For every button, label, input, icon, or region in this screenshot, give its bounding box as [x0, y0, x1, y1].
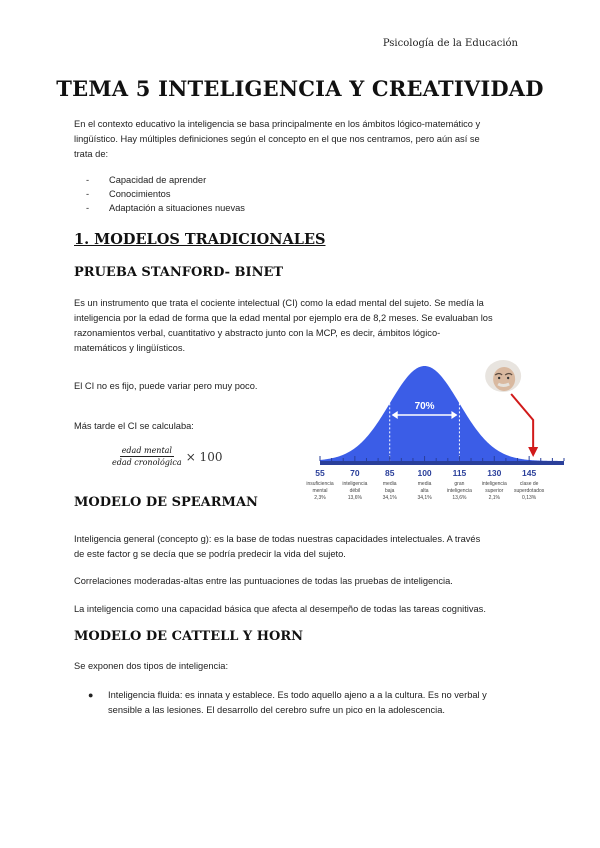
- ci-fixed-text: El CI no es fijo, puede variar pero muy poco.: [74, 381, 258, 391]
- list-marker: -: [86, 189, 90, 199]
- stanford-line: inteligencia por la edad de forma que la edad mental por ejemplo era de 8,2 meses. Se evaluaban los: [74, 313, 493, 323]
- marker-arrow-line: [511, 394, 533, 450]
- list-item: [86, 173, 245, 187]
- category-label: insuficiencia: [306, 481, 334, 487]
- tick-label: 145: [522, 468, 537, 478]
- list-item: [88, 688, 538, 718]
- category-label: clase de: [519, 481, 539, 487]
- category-percent: 34,1%: [417, 495, 432, 501]
- category-label: gran: [454, 481, 465, 487]
- category-percent: 0,13%: [522, 495, 537, 501]
- ci-calc-text: Más tarde el CI se calculaba:: [74, 421, 194, 431]
- category-label: baja: [384, 488, 395, 494]
- section-heading-modelos: 1. MODELOS TRADICIONALES: [74, 231, 326, 248]
- list-item-text: Adaptación a situaciones nuevas: [109, 203, 245, 213]
- list-item: [86, 201, 245, 215]
- intro-line: En el contexto educativo la inteligencia se basa principalmente en los ámbitos lógico-matemático y: [74, 119, 481, 129]
- list-item-text: Conocimientos: [109, 189, 171, 199]
- stanford-line: matemáticos y lingüísticos.: [74, 343, 186, 353]
- cattell-heading: MODELO DE CATTELL Y HORN: [74, 629, 304, 644]
- spearman-line: Inteligencia general (concepto g): es la base de todas nuestras capacidades intelectuales. A través: [74, 534, 481, 544]
- tick-label: 55: [315, 468, 325, 478]
- cattell-intro: Se exponen dos tipos de inteligencia:: [74, 661, 229, 671]
- category-label: inteligencia: [481, 481, 507, 487]
- list-item: [86, 187, 245, 201]
- iq-distribution-chart: [306, 358, 570, 508]
- category-percent: 13,6%: [452, 495, 467, 501]
- category-label: alta: [420, 488, 429, 494]
- bullet-line: sensible a las lesiones. El desarrollo del cerebro sufre un pico en la adolescencia.: [108, 705, 445, 715]
- intro-list: [86, 173, 245, 215]
- list-item-text: Capacidad de aprender: [109, 175, 207, 185]
- stanford-line: Es un instrumento que trata el cociente intelectual (CI) como la edad mental del sujeto. Se medía la: [74, 298, 484, 308]
- list-marker: -: [86, 203, 90, 213]
- category-percent: 13,6%: [347, 495, 362, 501]
- formula-numerator: edad mental: [121, 446, 172, 455]
- tick-label: 130: [487, 468, 502, 478]
- category-label: superior: [485, 488, 504, 494]
- stanford-line: razonamientos verbal, cuantitativo y abstracto junto con la MCP, es decir, ámbitos lógico-: [74, 328, 441, 338]
- category-label: inteligencia: [446, 488, 472, 494]
- category-label: media: [382, 481, 397, 487]
- tick-label: 115: [452, 468, 467, 478]
- stanford-heading: PRUEBA STANFORD- BINET: [74, 265, 284, 280]
- formula-fraction: [112, 446, 182, 467]
- x-axis-bar: [320, 461, 564, 465]
- portrait-eye: [507, 377, 509, 379]
- header-subject: Psicología de la Educación: [382, 38, 518, 49]
- tick-label: 85: [384, 468, 395, 478]
- category-label: superdotados: [513, 488, 545, 494]
- spearman-line: de este factor g se decía que se podría predecir la vida del sujeto.: [74, 549, 346, 559]
- tick-label: 100: [417, 468, 432, 478]
- intro-line: lingüístico. Hay múltiples definiciones según el concepto en el que nos centramos, pero aún así se: [74, 134, 480, 144]
- portrait-mustache: [498, 384, 509, 386]
- intro-line: trata de:: [74, 149, 109, 159]
- portrait-eye: [498, 377, 500, 379]
- category-label: media: [417, 481, 432, 487]
- category-percent: 2,1%: [488, 495, 500, 501]
- category-percent: 34,1%: [382, 495, 397, 501]
- spearman-capacity: La inteligencia como una capacidad básica que afecta al desempeño de todas las tareas cognitivas.: [74, 604, 486, 614]
- formula-denominator: edad cronológica: [112, 458, 182, 467]
- category-percent: 2,3%: [314, 495, 326, 501]
- spearman-paragraph: [74, 532, 532, 562]
- spearman-correlations: Correlaciones moderadas-altas entre las puntuaciones de todas las pruebas de inteligencia.: [74, 576, 453, 586]
- list-item-text: [108, 688, 487, 718]
- list-marker: -: [86, 175, 90, 185]
- category-label: mental: [312, 488, 328, 494]
- tick-label: 70: [350, 468, 360, 478]
- stanford-paragraph: [74, 296, 532, 356]
- category-label: débil: [349, 488, 361, 494]
- iq-formula: [112, 446, 222, 467]
- spearman-heading: MODELO DE SPEARMAN: [74, 495, 258, 510]
- portrait-face: [493, 367, 515, 391]
- formula-multiplier: × 100: [185, 449, 223, 464]
- intro-paragraph: [74, 117, 532, 162]
- page-title: TEMA 5 INTELIGENCIA Y CREATIVIDAD: [56, 76, 544, 101]
- marker-arrow-head: [528, 447, 538, 457]
- bullet-marker: ●: [88, 690, 94, 700]
- category-label: inteligencia: [342, 481, 368, 487]
- range-percent-label: 70%: [414, 401, 435, 412]
- bullet-line: Inteligencia fluida: es innata y establece. Es todo aquello ajeno a a la cultura. Es no verbal y: [108, 690, 487, 700]
